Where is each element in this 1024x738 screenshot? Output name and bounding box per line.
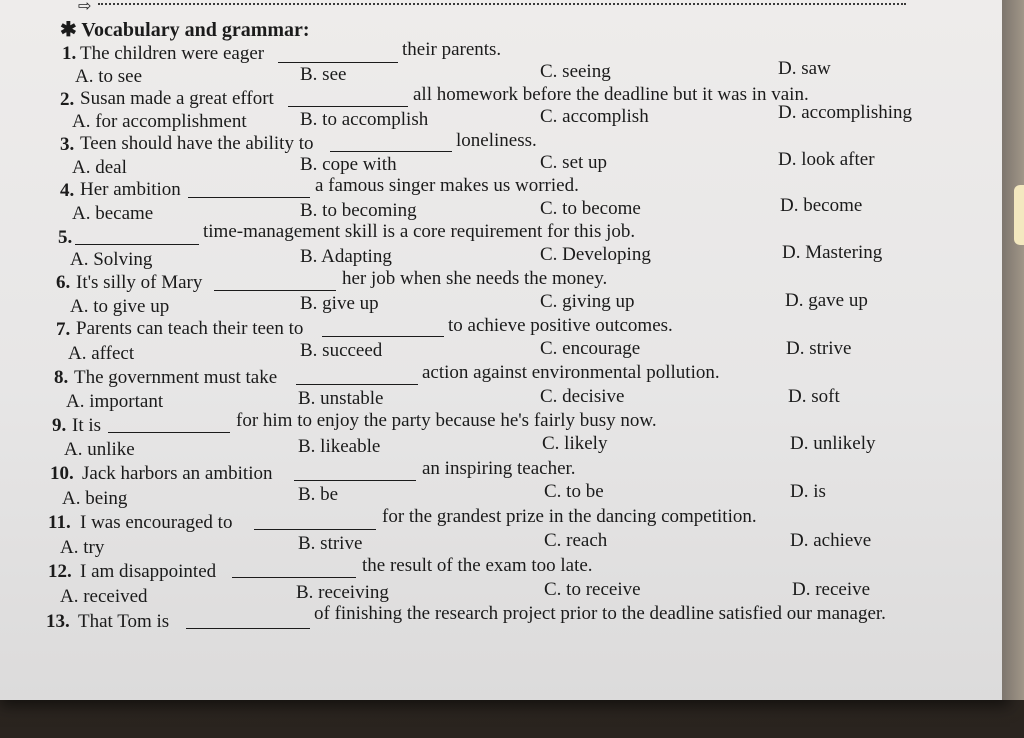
option-b: B. likeable <box>298 436 381 457</box>
option-a: A. unlike <box>64 439 135 460</box>
asterisk-icon: ✱ <box>60 19 82 41</box>
page-edge <box>1002 0 1024 700</box>
option-d: D. saw <box>778 58 831 79</box>
dotted-divider <box>98 3 906 5</box>
question-stem-before: Her ambition <box>80 179 181 200</box>
option-b: B. to becoming <box>300 200 417 221</box>
option-a: A. Solving <box>70 249 153 270</box>
answer-blank <box>214 290 336 291</box>
answer-blank <box>288 106 408 107</box>
option-d: D. achieve <box>790 530 872 551</box>
question-stem-after: the result of the exam too late. <box>362 555 593 576</box>
option-a: A. to see <box>75 66 143 87</box>
question-stem-after: an inspiring teacher. <box>422 458 576 479</box>
question-stem-after: all homework before the deadline but it was in vain. <box>413 84 809 105</box>
question-stem-after: for him to enjoy the party because he's fairly busy now. <box>236 410 657 431</box>
question-stem-after: a famous singer makes us worried. <box>315 175 579 196</box>
question-number: 8. <box>54 367 69 388</box>
option-c: C. reach <box>544 530 608 551</box>
question-stem-after: time-management skill is a core requirement for this job. <box>203 221 636 242</box>
option-b: B. strive <box>298 533 363 554</box>
question-stem-after: their parents. <box>402 39 502 60</box>
answer-blank <box>254 529 376 530</box>
option-a: A. important <box>66 391 164 412</box>
option-c: C. to become <box>540 198 641 219</box>
answer-blank <box>330 151 452 152</box>
question-stem-before: Susan made a great effort <box>80 88 274 109</box>
option-c: C. Developing <box>540 244 651 265</box>
option-b: B. Adapting <box>300 246 392 267</box>
question-number: 13. <box>46 611 70 632</box>
question-stem-before: The government must take <box>74 367 278 388</box>
option-d: D. unlikely <box>790 433 876 454</box>
question-number: 7. <box>56 319 71 340</box>
question-stem-after: to achieve positive outcomes. <box>448 315 673 336</box>
option-b: B. unstable <box>298 388 384 409</box>
option-c: C. likely <box>542 433 608 454</box>
option-d: D. Mastering <box>782 242 883 263</box>
question-stem-before: Teen should have the ability to <box>80 133 314 154</box>
option-a: A. became <box>72 203 154 224</box>
answer-blank <box>322 336 444 337</box>
option-b: B. receiving <box>296 582 389 603</box>
question-stem-after: for the grandest prize in the dancing competition. <box>382 506 757 527</box>
question-stem-after: of finishing the research project prior to the deadline satisfied our manager. <box>314 603 886 624</box>
option-c: C. giving up <box>540 291 635 312</box>
option-d: D. soft <box>788 386 840 407</box>
question-stem-before: I was encouraged to <box>80 512 233 533</box>
question-number: 3. <box>60 134 75 155</box>
answer-blank <box>108 432 230 433</box>
answer-blank <box>296 384 418 385</box>
question-stem-before: That Tom is <box>78 611 170 632</box>
question-number: 2. <box>60 89 75 110</box>
question-number: 1. <box>62 43 77 64</box>
question-number: 4. <box>60 180 75 201</box>
question-stem-before: I am disappointed <box>80 561 217 582</box>
option-d: D. strive <box>786 338 852 359</box>
option-c: C. encourage <box>540 338 641 359</box>
option-b: B. see <box>300 64 347 85</box>
question-number: 9. <box>52 415 67 436</box>
option-b: B. be <box>298 484 339 505</box>
option-c: C. to be <box>544 481 604 502</box>
question-number: 11. <box>48 512 71 533</box>
option-d: D. look after <box>778 149 875 170</box>
question-stem-before: Parents can teach their teen to <box>76 318 304 339</box>
answer-blank <box>186 628 310 629</box>
arrow-icon: ⇨ <box>78 0 92 15</box>
section-heading <box>60 20 310 40</box>
question-stem-before: It's silly of Mary <box>76 272 203 293</box>
answer-blank <box>232 577 356 578</box>
option-d: D. is <box>790 481 826 502</box>
question-number: 6. <box>56 272 71 293</box>
option-a: A. for accomplishment <box>72 111 247 132</box>
option-c: C. seeing <box>540 61 611 82</box>
sticky-note-edge <box>1014 185 1024 245</box>
question-stem-after: loneliness. <box>456 130 537 151</box>
option-a: A. being <box>62 488 128 509</box>
option-a: A. affect <box>68 343 135 364</box>
option-b: B. cope with <box>300 154 397 175</box>
question-stem-after: her job when she needs the money. <box>342 268 608 289</box>
answer-blank <box>188 197 310 198</box>
question-stem-before: Jack harbors an ambition <box>82 463 273 484</box>
heading-text: Vocabulary and grammar: <box>81 19 310 41</box>
question-number: 5. <box>58 227 73 248</box>
option-d: D. receive <box>792 579 871 600</box>
option-c: C. to receive <box>544 579 641 600</box>
option-a: A. try <box>60 537 105 558</box>
question-stem-before: The children were eager <box>80 43 265 64</box>
option-c: C. accomplish <box>540 106 649 127</box>
option-b: B. succeed <box>300 340 383 361</box>
answer-blank <box>294 480 416 481</box>
answer-blank <box>75 244 199 245</box>
option-a: A. to give up <box>70 296 170 317</box>
answer-blank <box>278 62 398 63</box>
option-a: A. received <box>60 586 148 607</box>
option-c: C. decisive <box>540 386 625 407</box>
option-b: B. to accomplish <box>300 109 429 130</box>
question-stem-after: action against environmental pollution. <box>422 362 720 383</box>
option-a: A. deal <box>72 157 127 178</box>
question-number: 10. <box>50 463 74 484</box>
option-b: B. give up <box>300 293 379 314</box>
option-d: D. become <box>780 195 863 216</box>
question-number: 12. <box>48 561 72 582</box>
option-c: C. set up <box>540 152 608 173</box>
option-d: D. accomplishing <box>778 102 913 123</box>
question-stem-before: It is <box>72 415 102 436</box>
option-d: D. gave up <box>785 290 868 311</box>
